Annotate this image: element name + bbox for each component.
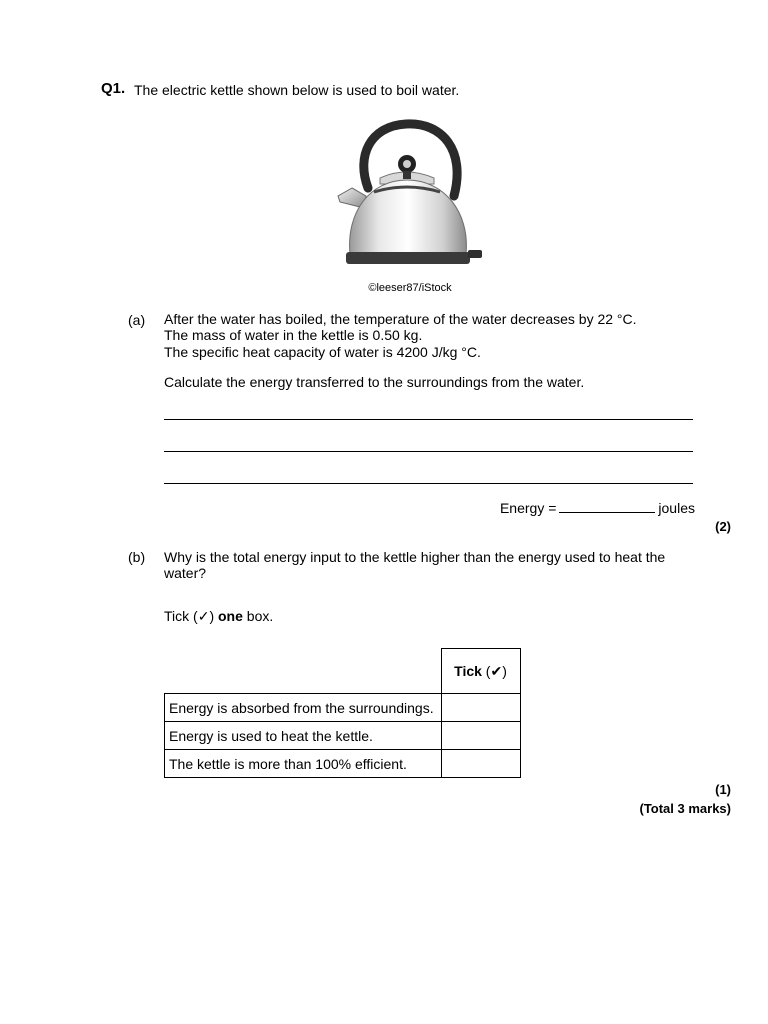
- answer-line-2[interactable]: [164, 451, 693, 452]
- energy-answer-field[interactable]: [559, 499, 655, 513]
- option-heat-kettle: Energy is used to heat the kettle.: [165, 722, 442, 750]
- table-row: [165, 722, 521, 750]
- question-number: Q1.: [101, 80, 126, 97]
- tick-table-header-row: [165, 649, 521, 694]
- total-marks: (Total 3 marks): [639, 801, 731, 816]
- tick-instruction-emphasis: one: [218, 608, 243, 624]
- tick-instruction-post: box.: [242, 608, 274, 624]
- answer-line-3[interactable]: [164, 483, 693, 484]
- tick-column-header: [441, 649, 520, 694]
- tick-table: [164, 648, 521, 778]
- part-b-question-line-2: water?: [164, 565, 207, 581]
- part-a-label: (a): [128, 312, 146, 328]
- energy-unit: joules: [658, 500, 695, 516]
- kettle-icon: [330, 116, 490, 276]
- part-b-label: (b): [128, 549, 146, 565]
- option-efficient: The kettle is more than 100% efficient.: [165, 750, 442, 778]
- table-corner: [165, 649, 442, 694]
- tick-header-mark-icon: (✔): [485, 662, 507, 679]
- tick-instruction-mid: ): [209, 608, 218, 624]
- table-row: [165, 694, 521, 722]
- option-absorbed: Energy is absorbed from the surroundings.: [165, 694, 442, 722]
- tick-instruction-pre: Tick (: [164, 608, 198, 624]
- tick-mark-icon: ✓: [197, 608, 210, 624]
- tick-box-2[interactable]: [441, 722, 520, 750]
- part-a-line-2: The mass of water in the kettle is 0.50 kg.: [164, 327, 423, 343]
- part-a-instruction: Calculate the energy transferred to the surroundings from the water.: [164, 374, 585, 390]
- energy-label: Energy =: [499, 500, 557, 516]
- answer-line-1[interactable]: [164, 419, 693, 420]
- image-credit: ©leeser87/iStock: [368, 282, 452, 294]
- tick-box-1[interactable]: [441, 694, 520, 722]
- question-intro: The electric kettle shown below is used to boil water.: [134, 82, 460, 98]
- part-a-line-3: The specific heat capacity of water is 4200 J/kg °C.: [164, 344, 481, 360]
- table-row: [165, 750, 521, 778]
- kettle-image: [330, 116, 490, 276]
- part-a-marks: (2): [715, 519, 731, 534]
- part-b-marks: (1): [715, 782, 731, 797]
- part-b-question-line-1: Why is the total energy input to the kettle higher than the energy used to heat the: [164, 549, 666, 565]
- tick-header-label: Tick: [454, 662, 482, 679]
- part-a-line-1: After the water has boiled, the temperature of the water decreases by 22 °C.: [164, 311, 637, 327]
- tick-instruction: [164, 608, 273, 625]
- energy-answer-row: [500, 499, 695, 516]
- tick-box-3[interactable]: [441, 750, 520, 778]
